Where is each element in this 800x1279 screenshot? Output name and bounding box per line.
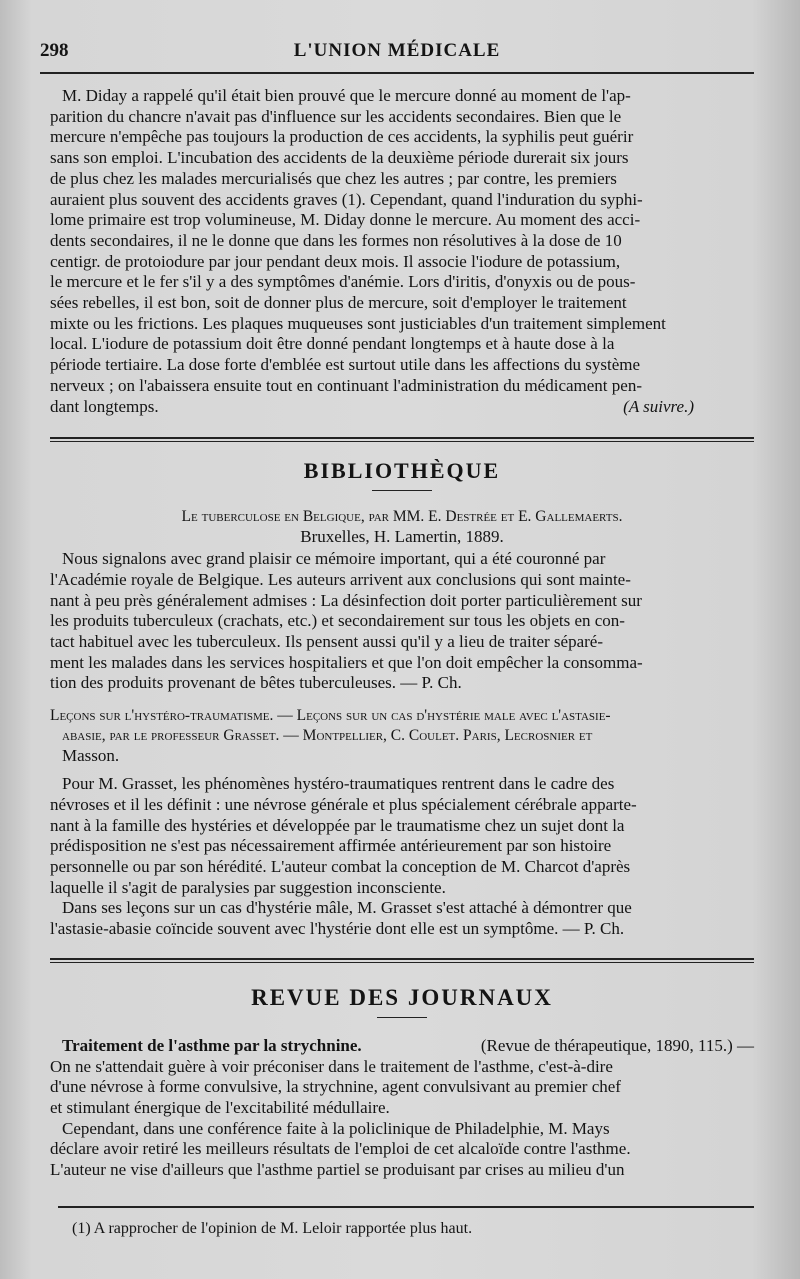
text-line: et stimulant énergique de l'excitabilité médullaire. [50,1097,390,1117]
text-line: l'astasie-abasie coïncide souvent avec l'hystérie dont elle est un symptôme. — P. Ch. [50,919,625,939]
footnote-rule [58,1206,754,1208]
text-line: mercure n'empêche pas toujours la production de ces accidents, la syphilis peut guérir [50,127,634,147]
text-line: déclare avoir retiré les meilleurs résultats de l'emploi de cet alcaloïde contre l'asthme. [50,1139,631,1159]
text-line: Pour M. Grasset, les phénomènes hystéro-traumatiques rentrent dans le cadre des [62,774,615,794]
reference-line: Le tuberculose en Belgique, par MM. E. Destrée et E. Gallemaerts. [181,508,623,526]
text-line: local. L'iodure de potassium doit être donné pendant longtemps et à haute dose à la [50,334,615,354]
text-line-last [50,397,754,418]
text-line: auraient plus souvent des accidents graves (1). Cependant, quand l'induration du syphi- [50,189,643,209]
text-line: Nous signalons avec grand plaisir ce mémoire important, qui a été couronné par [62,549,606,569]
review-grasset [50,774,754,940]
text-line: nerveux ; on l'abaissera ensuite tout en continuant l'administration du médicament pen- [50,375,642,395]
journal-title: L'UNION MÉDICALE [293,40,501,61]
text-line: tact habituel avec les tuberculeux. Ils pensent aussi qu'il y a lieu de traiter séparé- [50,632,603,652]
text-line: centigr. de protoiodure par jour pendant deux mois. Il associe l'iodure de potassium, [50,251,621,271]
page-number: 298 [40,40,69,61]
page-header [40,40,754,68]
title-underline [372,490,432,491]
text-line: M. Diday a rappelé qu'il était bien prouvé que le mercure donné au moment de l'ap- [62,86,631,105]
header-rule [40,72,754,74]
text-line: nant à la famille des hystéries et développée par le traumatisme chez un sujet dont la [50,815,625,835]
footnote: (1) A rapprocher de l'opinion de M. Leloir rapportée plus haut. [72,1220,473,1237]
text-line: les produits tuberculeux (crachats, etc.) et secondairement sur tous les objets en con- [50,611,625,631]
text-line: L'auteur ne vise d'ailleurs que l'asthme partiel se produisant par crises au milieu d'un [50,1160,625,1180]
text-line: l'Académie royale de Belgique. Les auteurs arrivent aux conclusions qui sont mainte- [50,569,631,589]
reference-line: Bruxelles, H. Lamertin, 1889. [300,527,504,547]
article-source: (Revue de thérapeutique, 1890, 115.) — [480,1035,754,1055]
text-line: personnelle ou par son hérédité. L'auteur combat la conception de M. Charcot d'après [50,856,631,876]
text-line: parition du chancre n'avait pas d'influence sur les accidents secondaires. Bien que le [50,106,622,126]
reference-line: abasie, par le professeur Grasset. — Montpellier, C. Coulet. Paris, Lecrosnier et [62,727,593,745]
text-line: On ne s'attendait guère à voir préconiser dans le traitement de l'asthme, c'est-à-dire [50,1056,613,1076]
text-line: tion des produits provenant de bêtes tuberculeuses. — P. Ch. [50,673,462,693]
bibliotheque-title: BIBLIOTHÈQUE [303,458,501,484]
text-line: de plus chez les malades mercurialisés que chez les autres ; par contre, les premiers [50,168,617,188]
page-content [50,86,754,1181]
last-line-text: dant longtemps. [50,396,159,416]
text-line: le mercure et le fer s'il y a des symptômes d'anémie. Lors d'iritis, d'onyxis ou de pous- [50,272,636,292]
revue-title: REVUE DES JOURNAUX [251,984,553,1010]
book-reference-1 [50,507,754,547]
text-line: sans son emploi. L'incubation des accidents de la deuxième période durerait six jours [50,148,629,168]
text-line: d'une névrose à forme convulsive, la strychnine, agent convulsivant au premier chef [50,1077,621,1097]
text-line: sées rebelles, il est bon, soit de donner plus de mercure, soit d'employer le traitement [50,293,627,313]
title-underline [377,1017,427,1018]
section-divider [50,437,754,442]
review-tuberculose [50,549,754,694]
text-line: névroses et il les définit : une névrose générale et plus spécialement cérébrale apparte- [50,794,637,814]
section-divider [50,958,754,963]
text-line: Cependant, dans une conférence faite à la policlinique de Philadelphie, M. Mays [62,1118,610,1138]
text-line: Dans ses leçons sur un cas d'hystérie mâle, M. Grasset s'est attaché à démontrer que [62,898,632,918]
text-line: lome primaire est trop volumineuse, M. Diday donne le mercure. Au moment des acci- [50,210,641,230]
text-line: dents secondaires, il ne le donne que dans les formes non résolutives à la dose de 10 [50,230,622,250]
text-line: période tertiaire. La dose forte d'emblée est surtout utile dans les affections du système [50,355,641,375]
article-heading-line [50,1036,754,1057]
reference-line: Masson. [62,746,120,766]
text-line: ment les malades dans les services hospitaliers et que l'on doit empêcher la consomma- [50,652,643,672]
text-line: prédisposition ne s'est pas nécessairement affirmée antérieurement par son histoire [50,836,612,856]
text-line: mixte ou les frictions. Les plaques muqueuses sont justiciables d'un traitement simplement [50,313,666,333]
text-line: nant à peu près généralement admises : La désinfection doit porter particulièrement sur [50,590,642,610]
section-diday [50,86,754,417]
text-line: laquelle il s'agit de paralysies par suggestion inconsciente. [50,877,446,897]
book-reference-2 [50,706,754,766]
a-suivre-note: (A suivre.) [623,396,694,416]
article-asthme [50,1036,754,1181]
reference-line: Leçons sur l'hystéro-traumatisme. — Leçons sur un cas d'hystérie male avec l'astasie- [50,707,611,725]
article-title: Traitement de l'asthme par la strychnine. [62,1035,362,1055]
